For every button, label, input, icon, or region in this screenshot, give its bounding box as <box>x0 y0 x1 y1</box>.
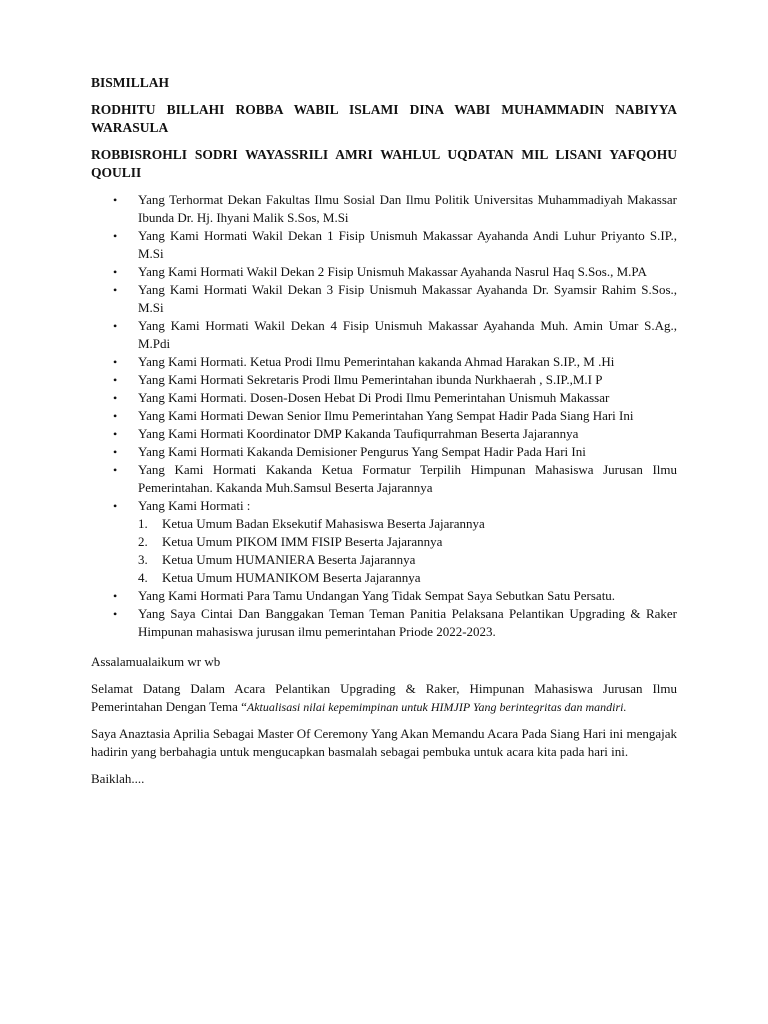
sublist-number: 1. <box>138 516 148 531</box>
list-item-text: Yang Kami Hormati Koordinator DMP Kakanda Taufiqurrahman Beserta Jajarannya <box>138 426 579 441</box>
intro-paragraph: Saya Anaztasia Aprilia Sebagai Master Of Ceremony Yang Akan Memandu Acara Pada Siang Hari ini mengajak hadirin yang berbahagia untuk mengucapkan basmalah sebagai pembuka untuk acara kita pada hari ini. <box>91 726 677 759</box>
list-item <box>91 227 677 263</box>
heading-bismillah: BISMILLAH <box>91 75 170 90</box>
sublist-number: 2. <box>138 534 148 549</box>
document-body <box>91 74 677 797</box>
sublist-text: Ketua Umum Badan Eksekutif Mahasiswa Beserta Jajarannya <box>162 516 485 531</box>
list-item <box>91 587 677 605</box>
list-item-text: Yang Kami Hormati Wakil Dekan 1 Fisip Unismuh Makassar Ayahanda Andi Luhur Priyanto S.IP., M.Si <box>138 228 677 261</box>
list-item-text: Yang Saya Cintai Dan Banggakan Teman Teman Panitia Pelaksana Pelantikan Upgrading & Raker Himpunan mahasiswa jurusan ilmu pemerintahan Priode 2022-2023. <box>138 606 677 639</box>
list-item <box>91 371 677 389</box>
bullet-icon: • <box>113 265 118 279</box>
list-item <box>91 461 677 497</box>
list-item-text: Yang Kami Hormati. Ketua Prodi Ilmu Pemerintahan kakanda Ahmad Harakan S.IP., M .Hi <box>138 354 615 369</box>
bullet-icon: • <box>113 445 118 459</box>
bullet-icon: • <box>113 355 118 369</box>
list-item <box>91 317 677 353</box>
salutation-list <box>91 191 677 641</box>
list-item <box>91 407 677 425</box>
sublist-item <box>138 515 677 533</box>
bullet-icon: • <box>113 229 118 243</box>
bullet-icon: • <box>113 283 118 297</box>
list-item-text: Yang Kami Hormati Dewan Senior Ilmu Pemerintahan Yang Sempat Hadir Pada Siang Hari Ini <box>138 408 634 423</box>
list-item-text: Yang Kami Hormati Sekretaris Prodi Ilmu Pemerintahan ibunda Nurkhaerah , S.IP.,M.I P <box>138 372 603 387</box>
sublist-text: Ketua Umum PIKOM IMM FISIP Beserta Jajarannya <box>162 534 443 549</box>
bullet-icon: • <box>113 589 118 603</box>
welcome-text: Selamat Datang Dalam Acara Pelantikan Upgrading & Raker, Himpunan Mahasiswa Jurusan Ilmu Pemerintahan Dengan Tema “ <box>91 681 677 714</box>
welcome-paragraph <box>91 680 677 716</box>
bullet-icon: • <box>113 463 118 477</box>
list-item-text: Yang Terhormat Dekan Fakultas Ilmu Sosial Dan Ilmu Politik Universitas Muhammadiyah Makassar Ibunda Dr. Hj. Ihyani Malik S.Sos, M.Si <box>138 192 677 225</box>
list-item <box>91 191 677 227</box>
list-item-text: Yang Kami Hormati : <box>138 498 251 513</box>
list-item <box>91 425 677 443</box>
sublist-number: 3. <box>138 552 148 567</box>
bullet-icon: • <box>113 607 118 621</box>
list-item-text: Yang Kami Hormati Para Tamu Undangan Yang Tidak Sempat Saya Sebutkan Satu Persatu. <box>138 588 616 603</box>
bullet-icon: • <box>113 391 118 405</box>
greeting: Assalamualaikum wr wb <box>91 654 221 669</box>
sublist-item <box>138 551 677 569</box>
list-item <box>91 281 677 317</box>
list-item-text: Yang Kami Hormati Wakil Dekan 2 Fisip Unismuh Makassar Ayahanda Nasrul Haq S.Sos., M.PA <box>138 264 647 279</box>
list-item-text: Yang Kami Hormati. Dosen-Dosen Hebat Di Prodi Ilmu Pemerintahan Unismuh Makassar <box>138 390 610 405</box>
heading-opening-prayer-2: ROBBISROHLI SODRI WAYASSRILI AMRI WAHLUL UQDATAN MIL LISANI YAFQOHU QOULII <box>91 147 677 180</box>
sublist-number: 4. <box>138 570 148 585</box>
list-item <box>91 263 677 281</box>
bullet-icon: • <box>113 193 118 207</box>
bullet-icon: • <box>113 499 118 513</box>
bullet-icon: • <box>113 319 118 333</box>
list-item-text: Yang Kami Hormati Kakanda Ketua Formatur Terpilih Himpunan Mahasiswa Jurusan Ilmu Pemerintahan. Kakanda Muh.Samsul Beserta Jajarannya <box>138 462 677 495</box>
list-item-text: Yang Kami Hormati Kakanda Demisioner Pengurus Yang Sempat Hadir Pada Hari Ini <box>138 444 586 459</box>
list-item <box>91 389 677 407</box>
list-item <box>91 353 677 371</box>
list-item <box>91 497 677 587</box>
heading-opening-prayer-1: RODHITU BILLAHI ROBBA WABIL ISLAMI DINA WABI MUHAMMADIN NABIYYA WARASULA <box>91 102 677 135</box>
sublist-text: Ketua Umum HUMANIKOM Beserta Jajarannya <box>162 570 421 585</box>
closing-text: Baiklah.... <box>91 771 145 786</box>
organization-sublist <box>138 515 677 587</box>
bullet-icon: • <box>113 409 118 423</box>
event-theme: Aktualisasi nilai kepemimpinan untuk HIMJIP Yang berintegritas dan mandiri. <box>246 700 627 714</box>
list-item <box>91 605 677 641</box>
bullet-icon: • <box>113 373 118 387</box>
sublist-text: Ketua Umum HUMANIERA Beserta Jajarannya <box>162 552 416 567</box>
bullet-icon: • <box>113 427 118 441</box>
list-item-text: Yang Kami Hormati Wakil Dekan 4 Fisip Unismuh Makassar Ayahanda Muh. Amin Umar S.Ag., M.Pdi <box>138 318 677 351</box>
list-item <box>91 443 677 461</box>
list-item-text: Yang Kami Hormati Wakil Dekan 3 Fisip Unismuh Makassar Ayahanda Dr. Syamsir Rahim S.Sos., M.Si <box>138 282 677 315</box>
sublist-item <box>138 569 677 587</box>
sublist-item <box>138 533 677 551</box>
